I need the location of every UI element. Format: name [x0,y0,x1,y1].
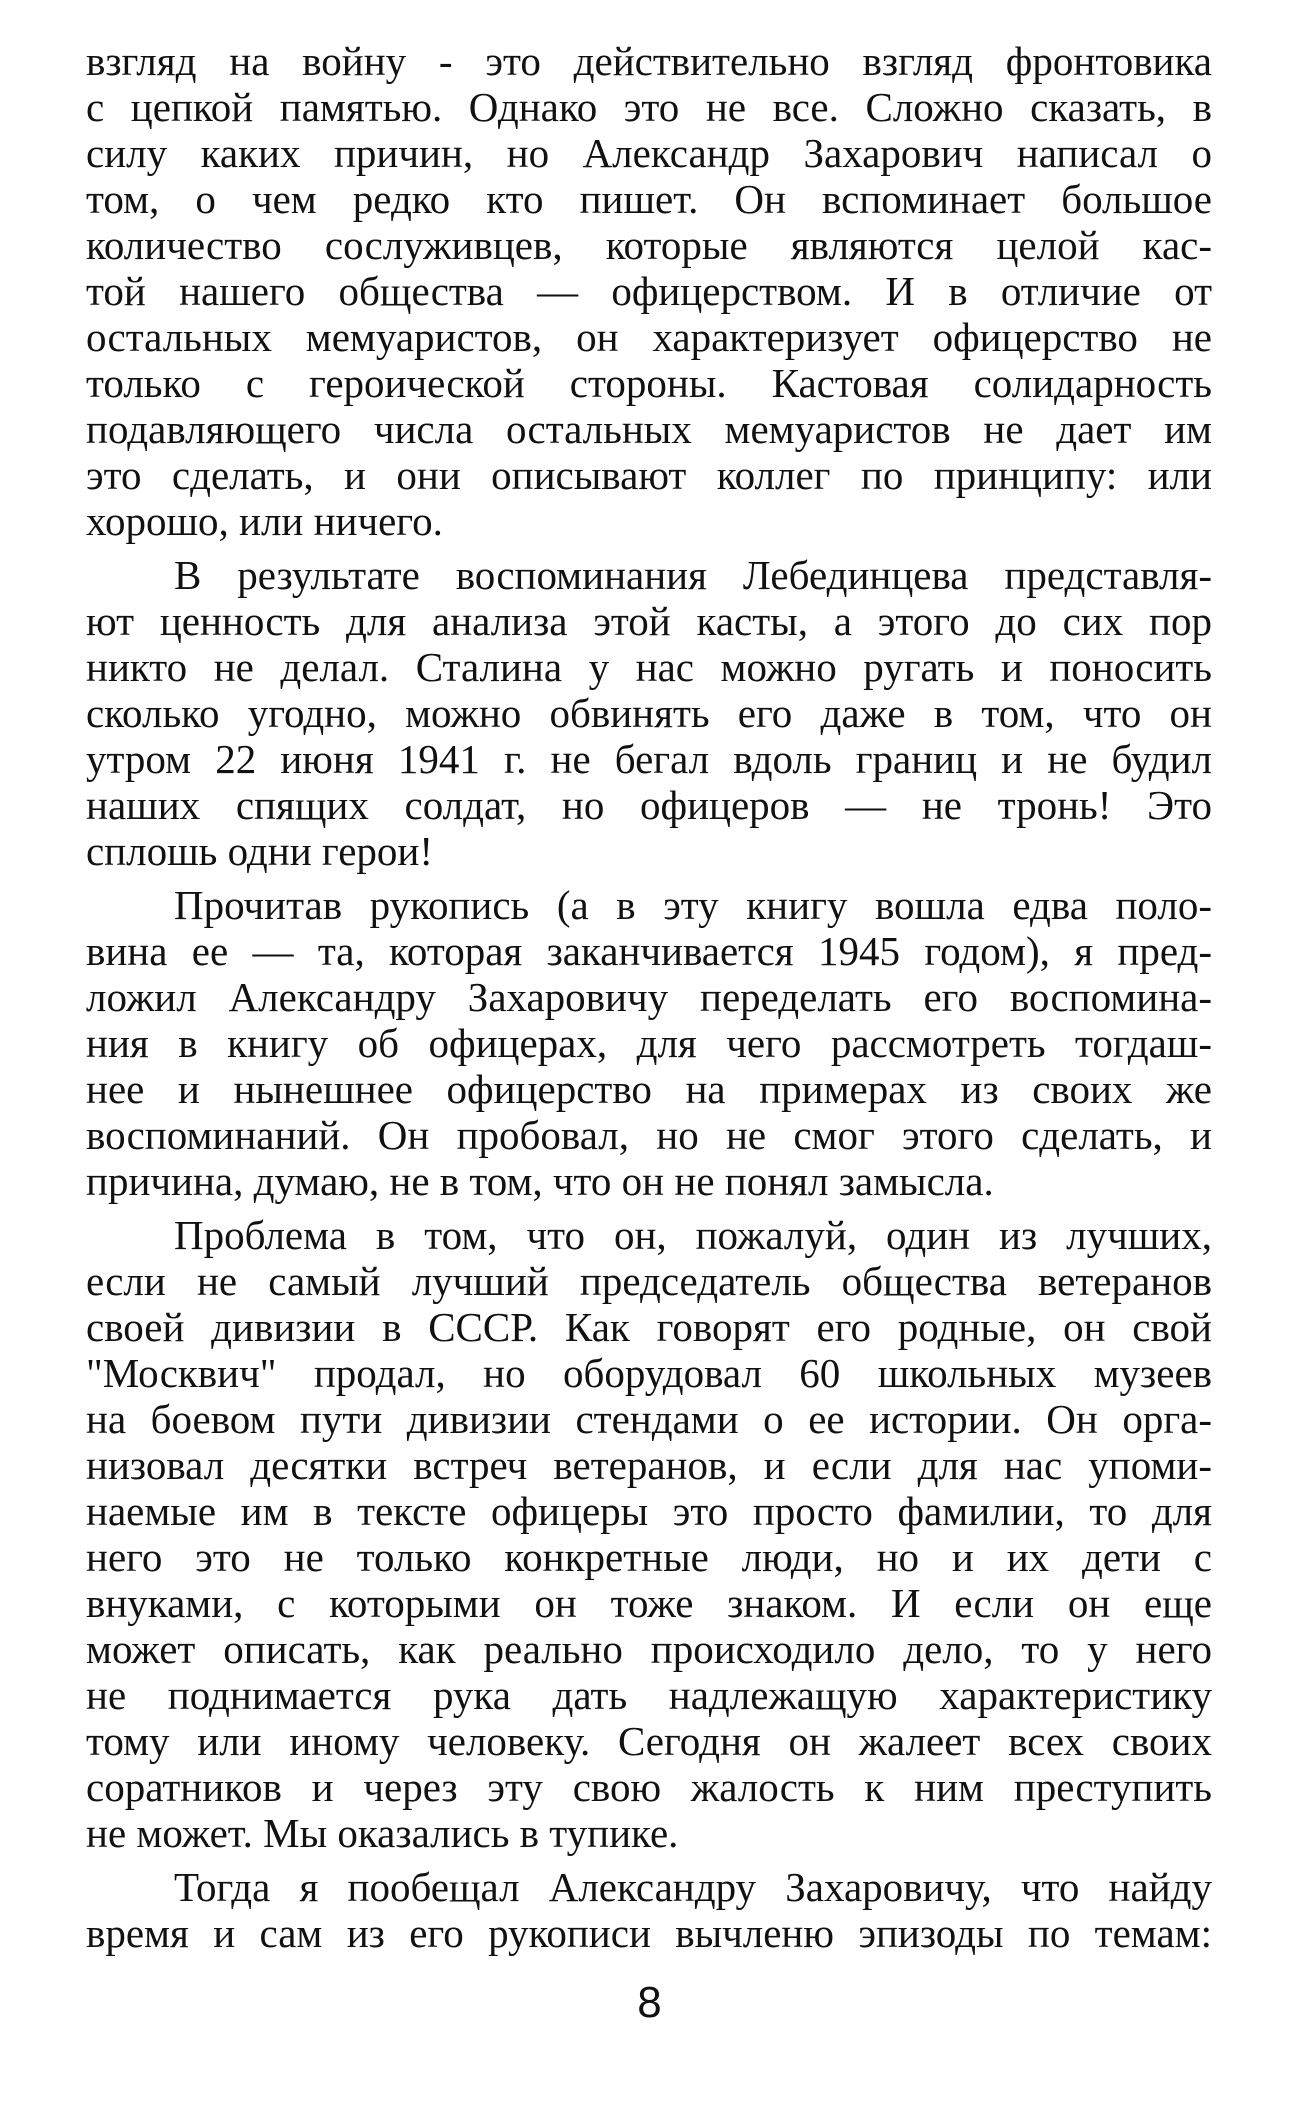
text-line: остальных мемуаристов, он характеризует офицерство не [86,314,1212,360]
text-line: своей дивизии в СССР. Как говорят его родные, он свой [86,1304,1212,1350]
text-line: только с героической стороны. Кастовая солидарность [86,360,1212,406]
text-line: не может. Мы оказались в тупике. [86,1810,679,1856]
text-line: нее и нынешнее офицерство на примерах из своих же [86,1066,1212,1112]
text-line: не поднимается рука дать надлежащую характеристику [86,1672,1212,1718]
text-line: сколько угодно, можно обвинять его даже в том, что он [86,690,1212,736]
text-line: сплошь одни герои! [86,828,433,874]
text-line: если не самый лучший председатель общества ветеранов [86,1258,1212,1304]
text-line: низовал десятки встреч ветеранов, и если для нас упоми- [86,1442,1212,1488]
text-line: том, о чем редко кто пишет. Он вспоминает большое [86,176,1212,222]
text-line: вина ее — та, которая заканчивается 1945 годом), я пред- [86,928,1212,974]
text-line: никто не делал. Сталина у нас можно ругать и поносить [86,644,1212,690]
text-line: ния в книгу об офицерах, для чего рассмотреть тогдаш- [86,1020,1212,1066]
text-line: наших спящих солдат, но офицеров — не тронь! Это [86,782,1212,828]
text-line: "Москвич" продал, но оборудовал 60 школьных музеев [86,1350,1212,1396]
page-body [86,38,1212,1956]
paragraph-3 [86,882,1212,1204]
text-line: Проблема в том, что он, пожалуй, один из лучших, [174,1212,1212,1258]
text-line: В результате воспоминания Лебединцева представля- [174,552,1212,598]
text-line: подавляющего числа остальных мемуаристов не дает им [86,406,1212,452]
text-line: взгляд на войну - это действительно взгляд фронтовика [86,38,1212,84]
text-line: той нашего общества — офицерством. И в отличие от [86,268,1212,314]
text-line: Прочитав рукопись (а в эту книгу вошла едва поло- [174,882,1212,928]
text-line: тому или иному человеку. Сегодня он жалеет всех своих [86,1718,1212,1764]
text-line: Тогда я пообещал Александру Захаровичу, что найду [174,1864,1212,1910]
text-line: хорошо, или ничего. [86,498,443,544]
paragraph-5 [86,1864,1212,1956]
text-line: время и сам из его рукописи вычленю эпизоды по темам: [86,1910,1212,1956]
text-line: на боевом пути дивизии стендами о ее истории. Он орга- [86,1396,1212,1442]
text-line: может описать, как реально происходило дело, то у него [86,1626,1212,1672]
text-line: это сделать, и они описывают коллег по принципу: или [86,452,1212,498]
text-line: наемые им в тексте офицеры это просто фамилии, то для [86,1488,1212,1534]
text-line: него это не только конкретные люди, но и их дети с [86,1534,1212,1580]
text-line: ют ценность для анализа этой касты, а этого до сих пор [86,598,1212,644]
text-line: соратников и через эту свою жалость к ним преступить [86,1764,1212,1810]
text-line: внуками, с которыми он тоже знаком. И если он еще [86,1580,1212,1626]
text-line: утром 22 июня 1941 г. не бегал вдоль границ и не будил [86,736,1212,782]
text-line: ложил Александру Захаровичу переделать его воспомина- [86,974,1212,1020]
paragraph-1 [86,38,1212,544]
text-line: с цепкой памятью. Однако это не все. Сложно сказать, в [86,84,1212,130]
paragraph-4 [86,1212,1212,1856]
page-number: 8 [637,1978,662,2027]
paragraph-2 [86,552,1212,874]
text-line: причина, думаю, не в том, что он не понял замысла. [86,1158,994,1204]
text-line: количество сослуживцев, которые являются целой кас- [86,222,1212,268]
text-line: силу каких причин, но Александр Захарович написал о [86,130,1212,176]
text-line: воспоминаний. Он пробовал, но не смог этого сделать, и [86,1112,1212,1158]
